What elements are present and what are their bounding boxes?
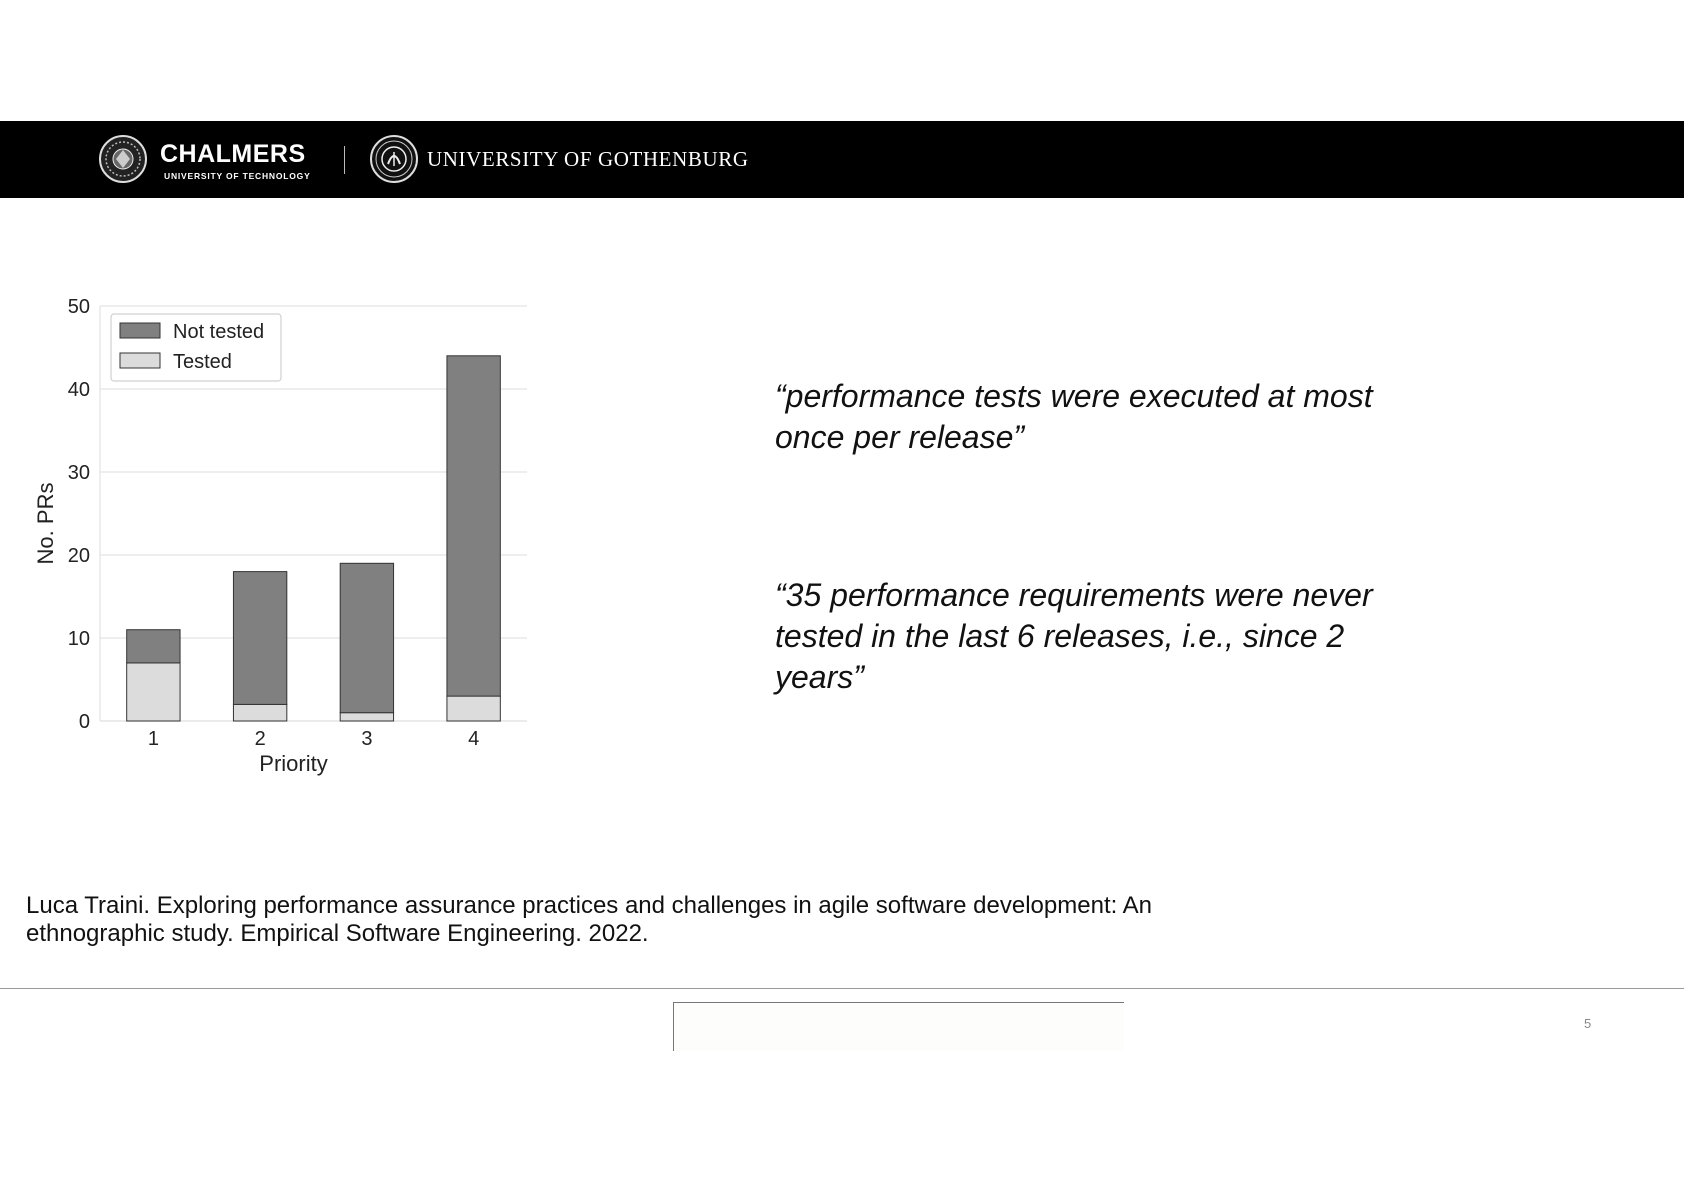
quote-line: once per release” bbox=[775, 419, 1025, 455]
chalmers-seal-icon bbox=[98, 134, 148, 184]
quote-line: years” bbox=[775, 659, 864, 695]
legend-swatch bbox=[120, 353, 160, 368]
citation bbox=[26, 892, 1326, 948]
footer-box bbox=[673, 1002, 1124, 1051]
bar-not-tested bbox=[127, 630, 180, 663]
gothenburg-seal-icon bbox=[369, 134, 419, 184]
legend-label: Tested bbox=[173, 351, 232, 373]
y-tick-label: 30 bbox=[67, 462, 90, 484]
logo-divider bbox=[344, 146, 345, 174]
x-tick-label: 4 bbox=[468, 728, 480, 750]
bar-tested bbox=[233, 704, 286, 721]
quote-line: “performance tests were executed at most bbox=[775, 378, 1373, 414]
quote-line: “35 performance requirements were never bbox=[775, 577, 1373, 613]
x-axis-label: Priority bbox=[259, 751, 328, 776]
gothenburg-wordmark: UNIVERSITY OF GOTHENBURG bbox=[427, 147, 749, 171]
y-tick-label: 40 bbox=[67, 379, 90, 401]
quote-line: tested in the last 6 releases, i.e., since 2 bbox=[775, 618, 1345, 654]
header-banner bbox=[0, 121, 1684, 198]
bar-tested bbox=[127, 663, 180, 721]
page-number: 5 bbox=[1584, 1016, 1592, 1031]
bar-not-tested bbox=[233, 572, 286, 705]
x-tick-label: 3 bbox=[361, 728, 373, 750]
y-axis-label: No. PRs bbox=[33, 482, 58, 565]
legend-swatch bbox=[120, 323, 160, 338]
priority-bar-chart bbox=[30, 285, 550, 785]
citation-line: Luca Traini. Exploring performance assurance practices and challenges in agile software development: An bbox=[26, 892, 1152, 919]
footer-divider bbox=[0, 988, 1684, 989]
x-tick-label: 1 bbox=[147, 728, 159, 750]
quote-never-tested bbox=[775, 575, 1415, 698]
citation-line: ethnographic study. Empirical Software Engineering. 2022. bbox=[26, 920, 649, 947]
chalmers-wordmark: CHALMERS bbox=[160, 140, 306, 168]
bar-not-tested bbox=[340, 563, 393, 712]
bar-tested bbox=[447, 696, 500, 721]
chalmers-subtitle: UNIVERSITY OF TECHNOLOGY bbox=[164, 171, 311, 181]
legend-label: Not tested bbox=[173, 321, 265, 343]
quote-once-per-release bbox=[775, 376, 1415, 458]
y-tick-label: 0 bbox=[78, 711, 90, 733]
y-tick-label: 10 bbox=[67, 628, 90, 650]
bar-not-tested bbox=[447, 356, 500, 696]
x-tick-label: 2 bbox=[254, 728, 266, 750]
y-tick-label: 20 bbox=[67, 545, 90, 567]
y-tick-label: 50 bbox=[67, 296, 90, 318]
bar-tested bbox=[340, 713, 393, 721]
chart-svg bbox=[30, 285, 550, 785]
